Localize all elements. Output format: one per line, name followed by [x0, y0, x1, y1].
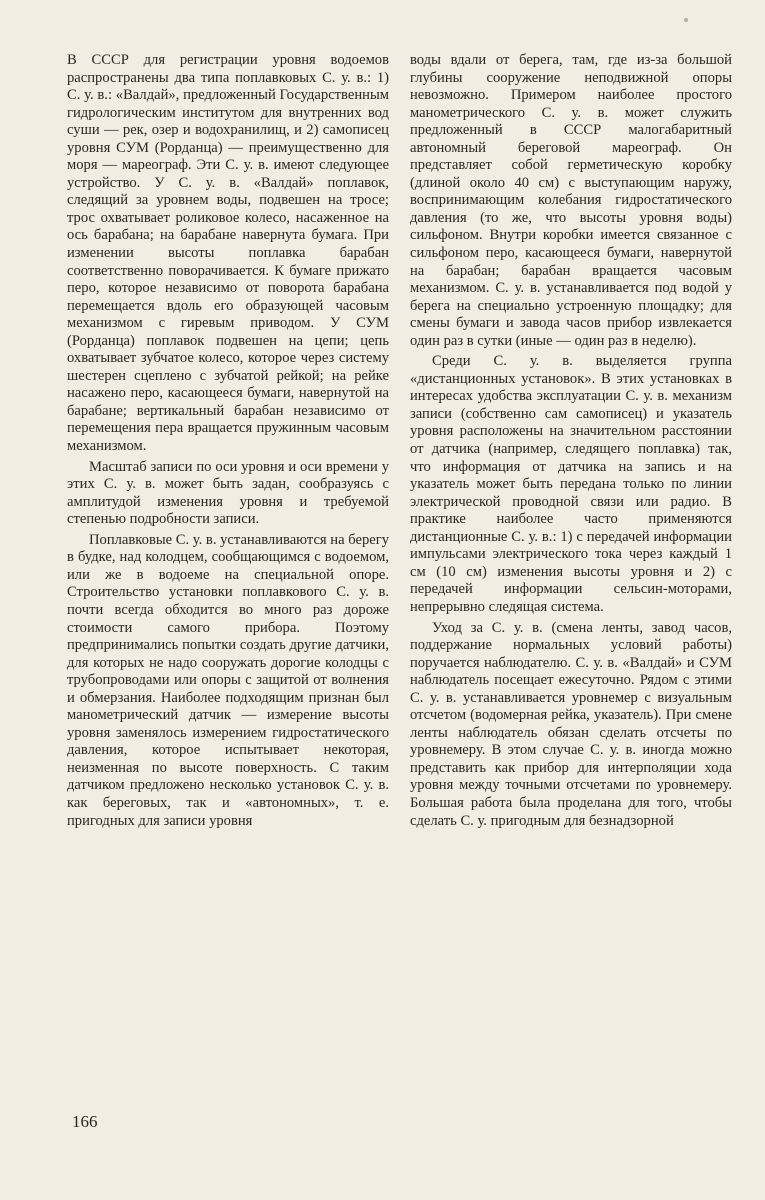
- paragraph: Масштаб записи по оси уровня и оси времени у этих С. у. в. может быть задан, сообразуясь с амплитудой изменения уровня и требуемой степенью подробности записи.: [67, 458, 389, 528]
- paragraph: Поплавковые С. у. в. устанавливаются на берегу в будке, над колодцем, сообщающимся с водоемом, или же в водоеме на специальной опоре. Строительство установки поплавкового С. у. в. почти всегда обходится во много раз дороже стоимости самого прибора. Поэтому предпринимались попытки создать другие датчики, для которых не надо сооружать дорогие колодцы с трубопроводами или опоры с защитой от волнения и обмерзания. Наиболее подходящим признан был манометрический датчик — измерение высоты уровня заменялось измерением гидростатического давления, которое испытывает некоторая, неизменная по высоте поверхность. С таким датчиком предложено несколько установок С. у. в. как береговых, так и «автономных», т. е. пригодных для записи уровня: [67, 531, 389, 829]
- left-column: [67, 52, 389, 830]
- paragraph: Среди С. у. в. выделяется группа «дистанционных установок». В этих установках в интересах удобства эксплуатации С. у. в. механизм записи (собственно сам самописец) и указатель уровня расположены на значительном расстоянии от датчика (например, следящего поплавка) так, что информация от датчика на запись и на указатель может быть передана только по линии электрической проводной связи или радио. В практике наиболее часто применяются дистанционные С. у. в.: 1) с передачей информации импульсами электрического тока через каждый 1 см (10 см) изменения высоты уровня и 2) с передачей информации сельсин-моторами, непрерывно следящая система.: [410, 353, 732, 615]
- paragraph: В СССР для регистрации уровня водоемов распространены два типа поплавковых С. у. в.: 1) С. у. в.: «Валдай», предложенный Государственным гидрологическим институтом для внутренних вод суши — рек, озер и водохранилищ, и 2) самописец уровня СУМ (Рорданца) — преимущественно для моря — мареограф. Эти С. у. в. имеют следующее устройство. У С. у. в. «Валдай» поплавок, следящий за уровнем воды, подвешен на тросе; трос охватывает роликовое колесо, насаженное на ось барабана; на барабане навернута бумага. При изменении высоты поплавка барабан соответственно поворачивается. К бумаге прижато перо, которое независимо от поворота барабана перемещается вдоль его образующей часовым механизмом с гиревым приводом. У СУМ (Рорданца) поплавок подвешен на цепи; цепь охватывает зубчатое колесо, которое через систему шестерен сцеплено с зубчатой рейкой; на рейке насажено перо, касающееся бумаги, навернутой на барабане; вертикальный барабан независимо от перемещения пера вращается пружинным часовым механизмом.: [67, 52, 389, 455]
- paragraph: Уход за С. у. в. (смена ленты, завод часов, поддержание нормальных условий работы) поручается наблюдателю. С. у. в. «Валдай» и СУМ наблюдатель посещает ежесуточно. Рядом с этими С. у. в. устанавливается уровнемер с визуальным отсчетом (водомерная рейка, указатель). При смене ленты наблюдатель обязан сделать отсчеты по уровнемеру. В этом случае С. у. в. иногда можно представить как прибор для интерполяции хода уровня между точными отсчетами по уровнемеру. Большая работа была проделана для того, чтобы сделать С. у. пригодным для безнадзорной: [410, 619, 732, 829]
- paragraph: воды вдали от берега, там, где из-за большой глубины сооружение неподвижной опоры невозможно. Примером наиболее простого манометрического С. у. в. может служить предложенный в СССР малогабаритный автономный береговой мареограф. Он представляет собой герметическую коробку (длиной около 40 см) с выступающим наружу, воспринимающим колебания гидростатического давления (то же, что высоты уровня воды) сильфоном. Внутри коробки имеется связанное с сильфоном перо, касающееся бумаги, навернутой на барабан; барабан вращается часовым механизмом. С. у. в. устанавливается под водой у берега на специально устроенную площадку; для смены бумаги и завода часов прибор извлекается один раз в сутки (иные — один раз в неделю).: [410, 52, 732, 349]
- right-column: [410, 52, 732, 830]
- paper-speck: [684, 18, 688, 22]
- page-number: 166: [72, 1112, 98, 1131]
